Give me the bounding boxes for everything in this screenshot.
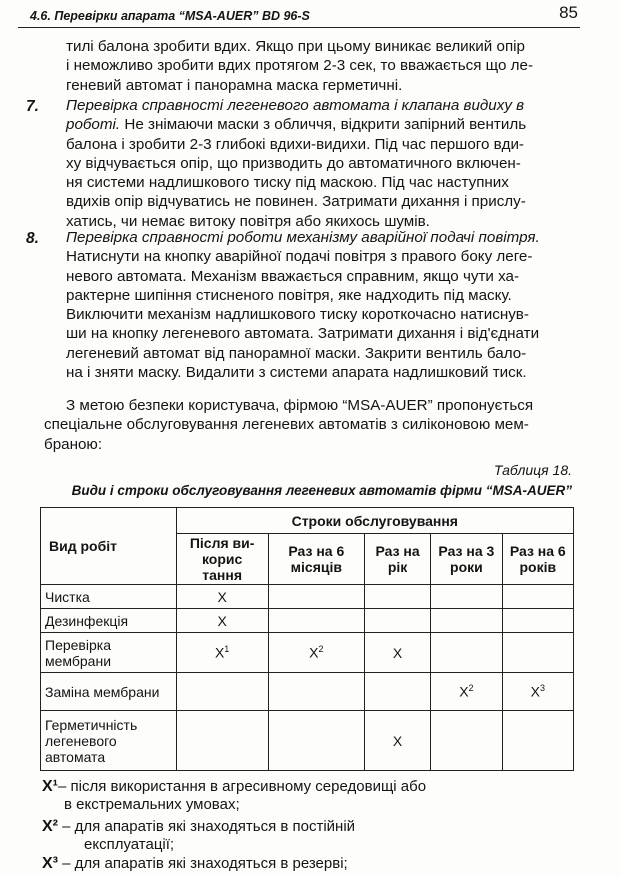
row-label: Заміна мембрани [41, 673, 177, 711]
table-cell [364, 609, 430, 633]
table-row [41, 711, 574, 771]
row-label: Дезинфекція [41, 609, 177, 633]
text-line: спеціальне обслуговування легеневих автоматів з силіконовою мем- [44, 416, 529, 434]
page-header [22, 3, 578, 29]
purpose-paragraph [44, 396, 574, 454]
footnote [42, 778, 426, 814]
table-row [41, 673, 574, 711]
footnote-text: – для апаратів які знаходяться в резерві; [58, 855, 348, 872]
footnote-mark: X¹ [42, 778, 58, 795]
page-number: 85 [559, 3, 578, 22]
table-cell [502, 711, 573, 771]
table-cell: X [364, 711, 430, 771]
table-cell: $X^1$ [176, 633, 268, 673]
footnote-text: – для апаратів які знаходяться в постійній [58, 818, 356, 835]
table-cell [502, 609, 573, 633]
footnote-text: в екстремальних умовах; [64, 796, 240, 813]
table-cell [502, 585, 573, 609]
text-line: З метою безпеки користувача, фірмою “MSA-AUER” пропонується [66, 397, 534, 414]
row-label: Герметичність легеневого автомата [41, 711, 177, 771]
table-cell [431, 633, 502, 673]
footnote-text: – після використання в агресивному середовищі або [58, 778, 427, 795]
table-label: Таблиця 18. [493, 462, 572, 478]
item-title: Перевірка справності легеневого автомата і клапана видиху в [66, 97, 525, 114]
table-cell [176, 711, 268, 771]
text-line: і неможливо зробити вдих протягом 2-3 сек, то вважається що ле- [66, 57, 534, 75]
header-rule [18, 27, 580, 28]
col-header-terms: Строки обслуговування [176, 508, 573, 534]
intro-paragraph [66, 37, 574, 95]
text-line: Не знімаючи маски з обличчя, відкрити запірний вентиль [120, 116, 527, 134]
sub-header: Раз на 3 роки [431, 534, 502, 585]
item-title: Перевірка справності роботи механізму аварійної подачі повітря. [66, 229, 540, 246]
item-number: 8. [26, 230, 39, 247]
footnote-mark: X² [42, 818, 58, 835]
table-cell [431, 609, 502, 633]
table-cell: $X^2$ [268, 633, 364, 673]
text-line: легеневий автомат від панорамної маски. Закрити вентиль бало- [66, 344, 527, 362]
sub-header: Раз на рік [364, 534, 430, 585]
text-line: тилі балона зробити вдих. Якщо при цьому виникає великий опір [66, 38, 525, 55]
footnote-text: експлуатації; [84, 836, 175, 853]
table-cell: X [364, 633, 430, 673]
table-cell [176, 673, 268, 711]
item-7-paragraph [66, 96, 574, 231]
text-line: Виключити механізм надлишкового тиску короткочасно натиснув- [66, 306, 529, 324]
service-table [40, 507, 574, 771]
footnote [42, 818, 355, 854]
text-line: геневий автомат і панорамна маска герметичні. [66, 76, 403, 94]
sub-header: Раз на 6 років [502, 534, 573, 585]
text-line: хатись, чи немає витоку повітря або якихось шумів. [66, 212, 430, 230]
text-line: вдихів опір відчуватись не повинен. Затримати дихання і прислу- [66, 193, 526, 211]
table-cell: X [176, 609, 268, 633]
text-line: браною: [44, 435, 103, 453]
footnote [42, 855, 348, 873]
table-cell: $X^2$ [431, 673, 502, 711]
item-title: роботі. [66, 116, 121, 134]
col-header-work: Вид робіт [41, 508, 177, 585]
text-line: на і зняти маску. Видалити з системи апарата надлишковий тиск. [66, 364, 527, 382]
table-cell [268, 673, 364, 711]
table-cell [364, 585, 430, 609]
footnote-mark: X³ [42, 855, 58, 872]
running-title: 4.6. Перевірки апарата “MSA-AUER” BD 96-S [30, 9, 310, 23]
table-cell [431, 585, 502, 609]
table-row [41, 585, 574, 609]
sub-header: Після ви-корис тання [176, 534, 268, 585]
text-line: рактерне шипіння стисненого повітря, яке надходить під маску. [66, 286, 512, 304]
table-row [41, 633, 574, 673]
text-line: ши на кнопку легеневого автомата. Затримати дихання і від'єднати [66, 325, 540, 343]
text-line: ху відчувається опір, що призводить до автоматичного включен- [66, 154, 521, 172]
row-label: Чистка [41, 585, 177, 609]
row-label: Перевірка мембрани [41, 633, 177, 673]
table-row [41, 609, 574, 633]
text-line: Натиснути на кнопку аварійної подачі повітря з правого боку леге- [66, 248, 533, 266]
table-cell [268, 585, 364, 609]
item-8-paragraph [66, 228, 574, 382]
text-line: ня системи надлишкового тиску під маскою. Під час наступних [66, 174, 509, 192]
item-number: 7. [26, 98, 39, 115]
table-cell: $X^3$ [502, 673, 573, 711]
table-cell [268, 609, 364, 633]
table-cell [268, 711, 364, 771]
table-cell: X [176, 585, 268, 609]
table-cell [502, 633, 573, 673]
table-cell [431, 711, 502, 771]
text-line: балона і зробити 2-3 глибокі вдихи-видихи. Під час першого вди- [66, 135, 524, 153]
text-line: невого автомата. Механізм вважається справним, якщо чути ха- [66, 267, 520, 285]
sub-header: Раз на 6 місяців [268, 534, 364, 585]
table-cell [364, 673, 430, 711]
table-caption: Види і строки обслуговування легеневих автоматів фірми “MSA-AUER” [71, 483, 572, 498]
